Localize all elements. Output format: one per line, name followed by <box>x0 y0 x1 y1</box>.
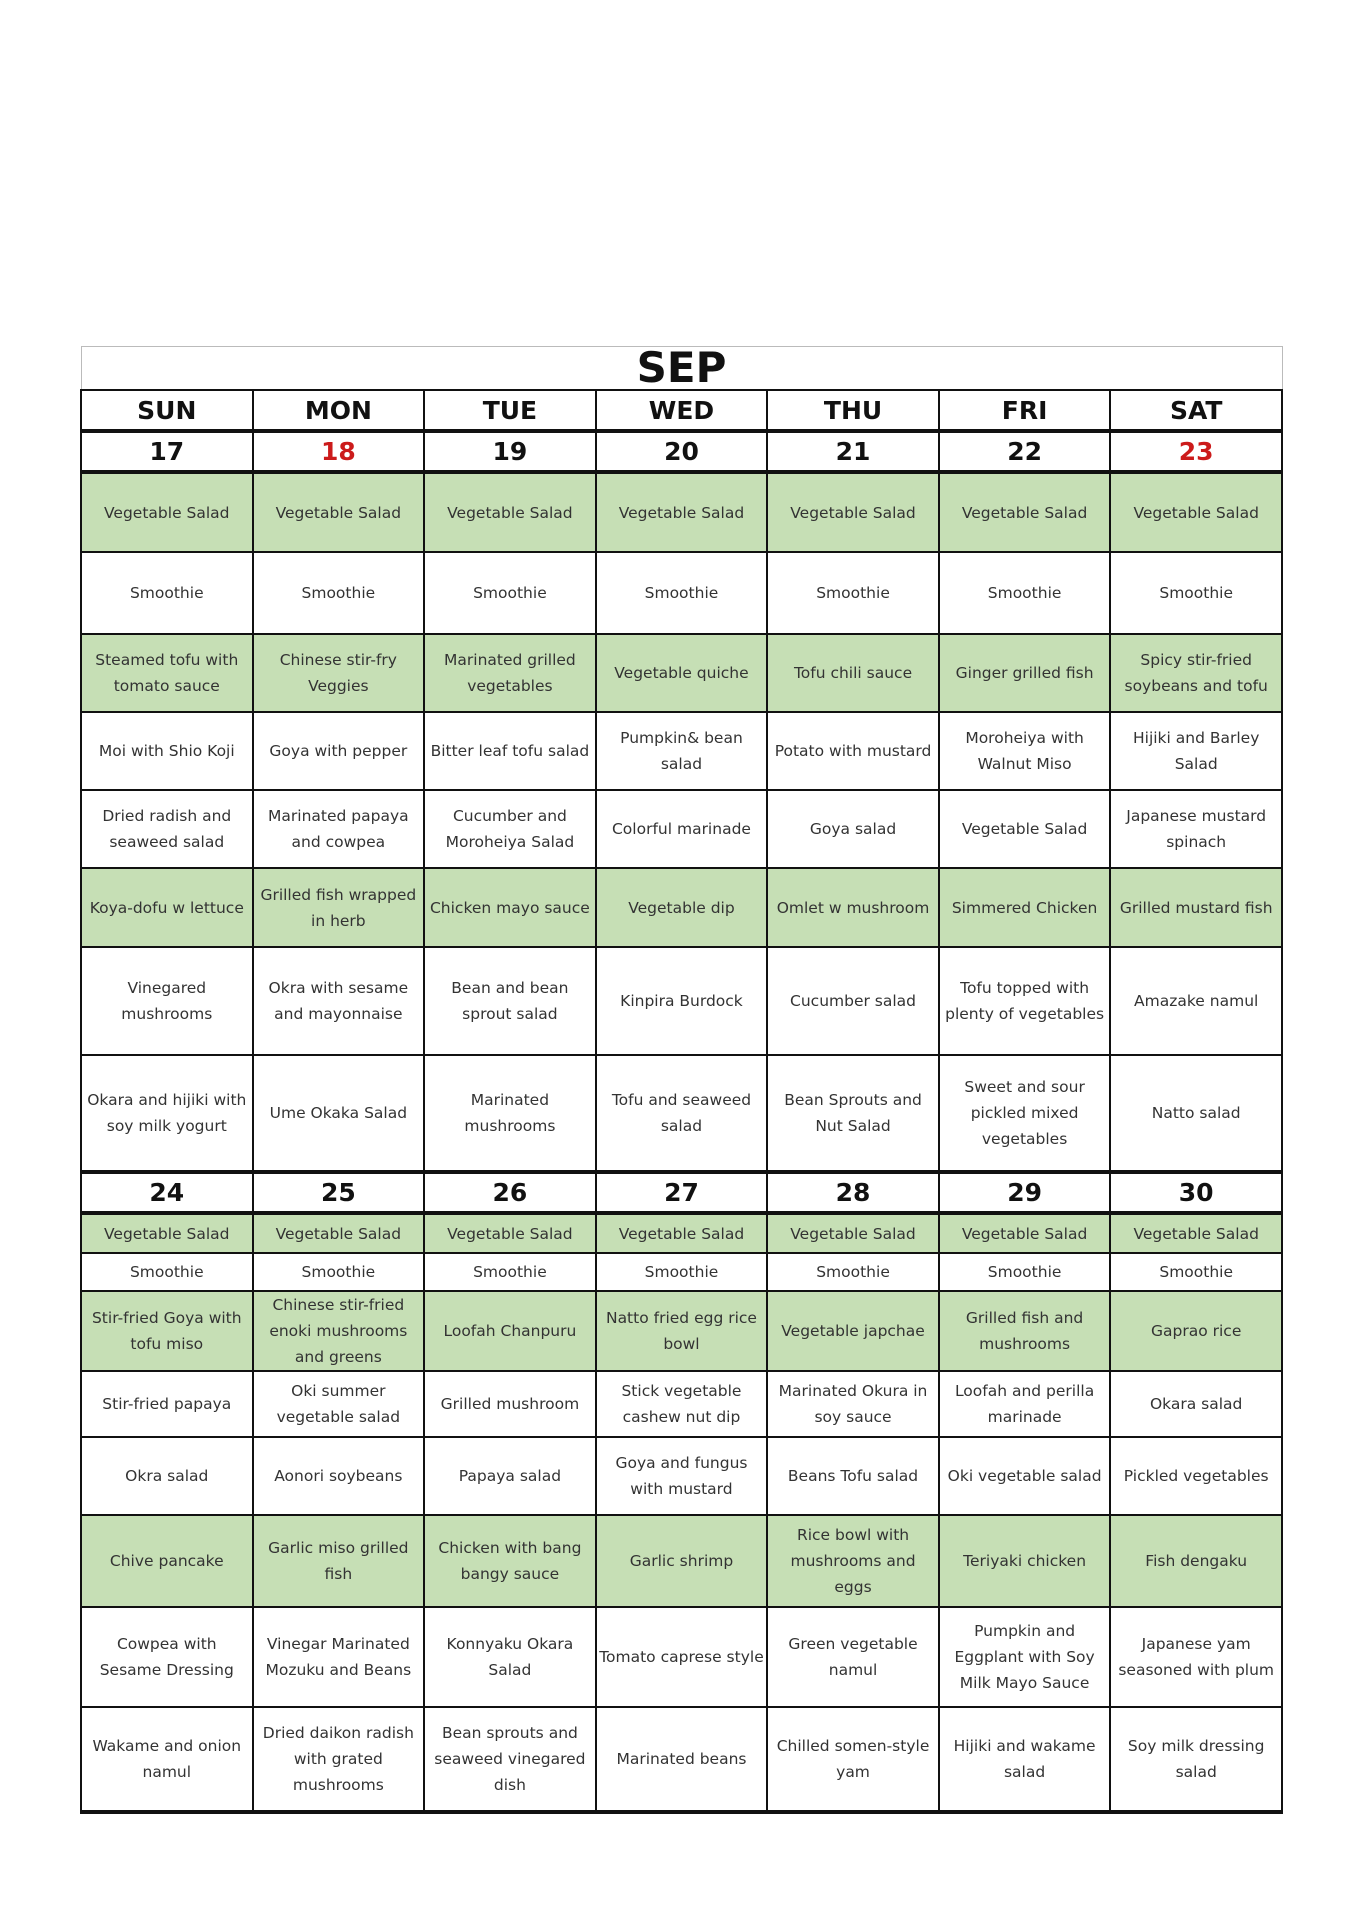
menu-item: Pumpkin and Eggplant with Soy Milk Mayo Sauce <box>939 1607 1111 1707</box>
menu-item: Smoothie <box>424 552 596 634</box>
menu-row-dinner-side-1 <box>81 947 1282 1055</box>
menu-item: Vegetable Salad <box>767 1213 939 1253</box>
menu-item: Vegetable japchae <box>767 1291 939 1371</box>
menu-item: Smoothie <box>1110 552 1282 634</box>
menu-item: Moroheiya with Walnut Miso <box>939 712 1111 790</box>
weekday-wed: WED <box>596 390 768 431</box>
menu-item: Beans Tofu salad <box>767 1437 939 1515</box>
date-cell: 20 <box>596 431 768 472</box>
menu-item: Stick vegetable cashew nut dip <box>596 1371 768 1437</box>
menu-item: Goya and fungus with mustard <box>596 1437 768 1515</box>
menu-item: Smoothie <box>596 552 768 634</box>
date-cell: 29 <box>939 1172 1111 1213</box>
menu-item: Vegetable dip <box>596 868 768 947</box>
date-cell: 22 <box>939 431 1111 472</box>
menu-item: Simmered Chicken <box>939 868 1111 947</box>
menu-item: Chinese stir-fried enoki mushrooms and greens <box>253 1291 425 1371</box>
menu-item: Omlet w mushroom <box>767 868 939 947</box>
date-row-week-1 <box>81 431 1282 472</box>
menu-row-side-dish-1 <box>81 1371 1282 1437</box>
menu-item: Goya with pepper <box>253 712 425 790</box>
menu-item: Okara salad <box>1110 1371 1282 1437</box>
menu-item: Vinegared mushrooms <box>81 947 253 1055</box>
menu-item: Grilled mustard fish <box>1110 868 1282 947</box>
menu-item: Green vegetable namul <box>767 1607 939 1707</box>
menu-item: Pickled vegetables <box>1110 1437 1282 1515</box>
menu-item: Natto fried egg rice bowl <box>596 1291 768 1371</box>
menu-item: Cowpea with Sesame Dressing <box>81 1607 253 1707</box>
date-cell: 21 <box>767 431 939 472</box>
menu-item: Okra salad <box>81 1437 253 1515</box>
menu-item: Vegetable Salad <box>424 1213 596 1253</box>
menu-item: Loofah and perilla marinade <box>939 1371 1111 1437</box>
menu-item: Smoothie <box>1110 1253 1282 1291</box>
menu-item: Japanese mustard spinach <box>1110 790 1282 868</box>
menu-item: Marinated grilled vegetables <box>424 634 596 712</box>
date-cell: 19 <box>424 431 596 472</box>
weekday-mon: MON <box>253 390 425 431</box>
menu-item: Grilled fish and mushrooms <box>939 1291 1111 1371</box>
menu-item: Goya salad <box>767 790 939 868</box>
menu-item: Ume Okaka Salad <box>253 1055 425 1172</box>
menu-item: Loofah Chanpuru <box>424 1291 596 1371</box>
menu-row-side-dish-2 <box>81 1437 1282 1515</box>
menu-item: Smoothie <box>81 1253 253 1291</box>
menu-item: Colorful marinade <box>596 790 768 868</box>
menu-item: Vegetable Salad <box>939 1213 1111 1253</box>
menu-item: Okara and hijiki with soy milk yogurt <box>81 1055 253 1172</box>
menu-row-dinner-main <box>81 868 1282 947</box>
weekday-fri: FRI <box>939 390 1111 431</box>
menu-item: Vegetable Salad <box>767 472 939 552</box>
menu-item: Vegetable Salad <box>596 472 768 552</box>
menu-item: Chicken with bang bangy sauce <box>424 1515 596 1607</box>
menu-item: Smoothie <box>596 1253 768 1291</box>
month-title: SEP <box>81 347 1282 391</box>
menu-item: Tomato caprese style <box>596 1607 768 1707</box>
weekday-thu: THU <box>767 390 939 431</box>
menu-item: Spicy stir-fried soybeans and tofu <box>1110 634 1282 712</box>
menu-item: Chinese stir-fry Veggies <box>253 634 425 712</box>
menu-row-dinner-side-2 <box>81 1055 1282 1172</box>
menu-item: Bean and bean sprout salad <box>424 947 596 1055</box>
date-cell: 23 <box>1110 431 1282 472</box>
menu-item: Koya-dofu w lettuce <box>81 868 253 947</box>
date-row-week-2 <box>81 1172 1282 1213</box>
menu-item: Stir-fried Goya with tofu miso <box>81 1291 253 1371</box>
menu-item: Smoothie <box>424 1253 596 1291</box>
menu-item: Garlic miso grilled fish <box>253 1515 425 1607</box>
menu-item: Smoothie <box>253 1253 425 1291</box>
menu-item: Papaya salad <box>424 1437 596 1515</box>
menu-item: Japanese yam seasoned with plum <box>1110 1607 1282 1707</box>
menu-item: Pumpkin& bean salad <box>596 712 768 790</box>
menu-item: Okra with sesame and mayonnaise <box>253 947 425 1055</box>
menu-item: Vegetable Salad <box>939 790 1111 868</box>
menu-item: Fish dengaku <box>1110 1515 1282 1607</box>
menu-item: Smoothie <box>767 1253 939 1291</box>
menu-item: Natto salad <box>1110 1055 1282 1172</box>
menu-item: Smoothie <box>939 1253 1111 1291</box>
menu-item: Oki vegetable salad <box>939 1437 1111 1515</box>
weekday-tue: TUE <box>424 390 596 431</box>
menu-row-dinner-main <box>81 1515 1282 1607</box>
menu-item: Sweet and sour pickled mixed vegetables <box>939 1055 1111 1172</box>
menu-item: Cucumber and Moroheiya Salad <box>424 790 596 868</box>
date-cell: 24 <box>81 1172 253 1213</box>
menu-item: Vegetable Salad <box>1110 1213 1282 1253</box>
menu-item: Hijiki and wakame salad <box>939 1707 1111 1812</box>
menu-row-side-dish-1 <box>81 712 1282 790</box>
weekday-header-row <box>81 390 1282 431</box>
menu-row-main-dish <box>81 634 1282 712</box>
menu-item: Gaprao rice <box>1110 1291 1282 1371</box>
menu-item: Ginger grilled fish <box>939 634 1111 712</box>
menu-item: Oki summer vegetable salad <box>253 1371 425 1437</box>
menu-item: Amazake namul <box>1110 947 1282 1055</box>
menu-item: Chive pancake <box>81 1515 253 1607</box>
menu-item: Kinpira Burdock <box>596 947 768 1055</box>
menu-item: Tofu topped with plenty of vegetables <box>939 947 1111 1055</box>
menu-item: Vegetable Salad <box>596 1213 768 1253</box>
menu-row-smoothie <box>81 1253 1282 1291</box>
menu-item: Soy milk dressing salad <box>1110 1707 1282 1812</box>
date-cell: 30 <box>1110 1172 1282 1213</box>
menu-item: Cucumber salad <box>767 947 939 1055</box>
menu-item: Smoothie <box>253 552 425 634</box>
menu-item: Wakame and onion namul <box>81 1707 253 1812</box>
menu-item: Rice bowl with mushrooms and eggs <box>767 1515 939 1607</box>
menu-item: Dried daikon radish with grated mushrooms <box>253 1707 425 1812</box>
menu-item: Vegetable Salad <box>81 472 253 552</box>
menu-item: Hijiki and Barley Salad <box>1110 712 1282 790</box>
weekday-sat: SAT <box>1110 390 1282 431</box>
menu-item: Chicken mayo sauce <box>424 868 596 947</box>
menu-item: Smoothie <box>81 552 253 634</box>
date-cell: 27 <box>596 1172 768 1213</box>
date-cell: 26 <box>424 1172 596 1213</box>
menu-item: Tofu chili sauce <box>767 634 939 712</box>
menu-item: Smoothie <box>767 552 939 634</box>
menu-row-dinner-side-1 <box>81 1607 1282 1707</box>
menu-row-side-dish-2 <box>81 790 1282 868</box>
menu-item: Steamed tofu with tomato sauce <box>81 634 253 712</box>
menu-row-salad <box>81 1213 1282 1253</box>
date-cell: 17 <box>81 431 253 472</box>
menu-item: Stir-fried papaya <box>81 1371 253 1437</box>
date-cell: 18 <box>253 431 425 472</box>
menu-item: Garlic shrimp <box>596 1515 768 1607</box>
menu-item: Moi with Shio Koji <box>81 712 253 790</box>
menu-row-smoothie <box>81 552 1282 634</box>
menu-item: Bean sprouts and seaweed vinegared dish <box>424 1707 596 1812</box>
menu-item: Tofu and seaweed salad <box>596 1055 768 1172</box>
menu-item: Vegetable Salad <box>939 472 1111 552</box>
menu-item: Vegetable Salad <box>253 472 425 552</box>
menu-item: Vegetable Salad <box>253 1213 425 1253</box>
menu-item: Grilled fish wrapped in herb <box>253 868 425 947</box>
menu-item: Bean Sprouts and Nut Salad <box>767 1055 939 1172</box>
menu-item: Grilled mushroom <box>424 1371 596 1437</box>
menu-item: Marinated Okura in soy sauce <box>767 1371 939 1437</box>
menu-item: Marinated beans <box>596 1707 768 1812</box>
menu-row-salad <box>81 472 1282 552</box>
menu-row-main-dish <box>81 1291 1282 1371</box>
menu-item: Aonori soybeans <box>253 1437 425 1515</box>
menu-item: Konnyaku Okara Salad <box>424 1607 596 1707</box>
menu-item: Potato with mustard <box>767 712 939 790</box>
menu-item: Dried radish and seaweed salad <box>81 790 253 868</box>
menu-item: Teriyaki chicken <box>939 1515 1111 1607</box>
menu-item: Marinated papaya and cowpea <box>253 790 425 868</box>
menu-item: Vinegar Marinated Mozuku and Beans <box>253 1607 425 1707</box>
weekday-sun: SUN <box>81 390 253 431</box>
menu-item: Bitter leaf tofu salad <box>424 712 596 790</box>
menu-row-dinner-side-2 <box>81 1707 1282 1812</box>
menu-item: Vegetable Salad <box>1110 472 1282 552</box>
date-cell: 25 <box>253 1172 425 1213</box>
menu-item: Chilled somen-style yam <box>767 1707 939 1812</box>
menu-item: Vegetable Salad <box>424 472 596 552</box>
menu-item: Vegetable Salad <box>81 1213 253 1253</box>
date-cell: 28 <box>767 1172 939 1213</box>
menu-calendar <box>80 346 1283 1814</box>
menu-item: Vegetable quiche <box>596 634 768 712</box>
menu-item: Marinated mushrooms <box>424 1055 596 1172</box>
menu-item: Smoothie <box>939 552 1111 634</box>
